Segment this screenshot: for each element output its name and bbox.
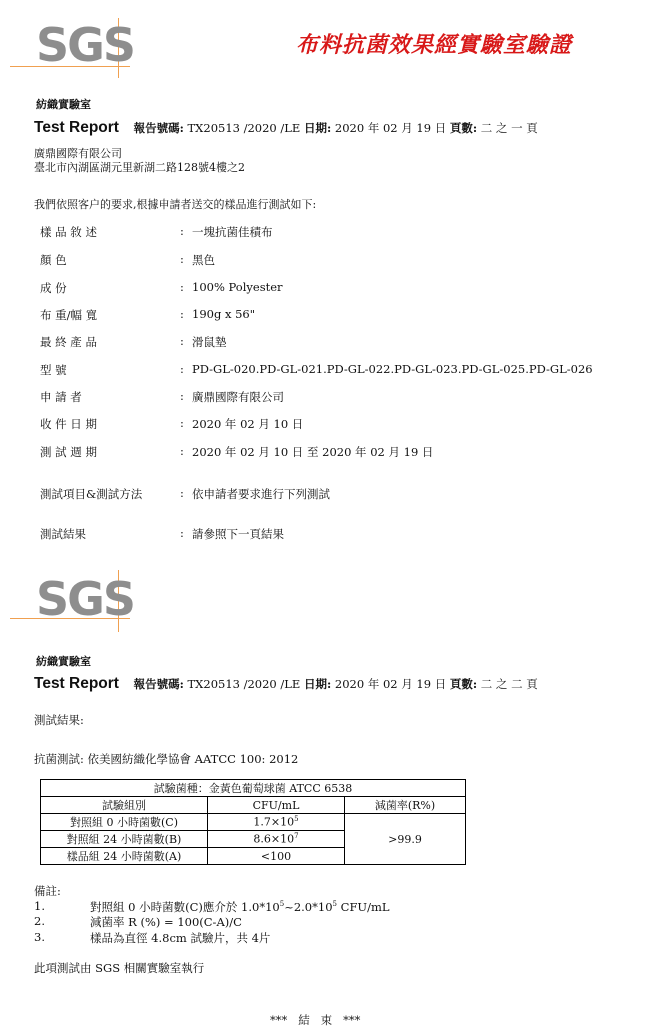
note-item — [34, 899, 390, 914]
date-label: 日期: — [303, 677, 332, 691]
report-no-label: 報告號碼: — [133, 121, 184, 135]
sgs-logo-2 — [10, 570, 135, 632]
field-value: 2020 年 02 月 10 日 至 2020 年 02 月 19 日 — [192, 445, 434, 459]
field-label: 測 試 週 期 — [40, 445, 97, 459]
report-date: 2020 年 02 月 19 日 — [334, 121, 447, 135]
sgs-logo-1 — [10, 18, 135, 78]
document-title: 布料抗菌效果經實驗室驗證 — [296, 33, 573, 58]
field-label: 顏 色 — [40, 253, 67, 267]
field-value: 請參照下一頁結果 — [192, 527, 284, 541]
reduction-cell: >99.9 — [345, 814, 466, 865]
note-text-b: ~2.0*10 — [284, 900, 333, 914]
cfu-value: <100 — [260, 849, 292, 863]
field-row — [40, 224, 273, 240]
page-value: 二 之 二 頁 — [480, 677, 538, 691]
sgs-logo-text: SGS — [36, 18, 135, 72]
field-label: 申 請 者 — [40, 390, 82, 404]
field-colon: : — [180, 362, 184, 376]
field-value: 黑色 — [192, 253, 215, 267]
report-header-1 — [34, 119, 538, 137]
test-method: 抗菌測試: 依美國紡織化學協會 AATCC 100: 2012 — [34, 752, 299, 766]
field-label: 樣 品 敘 述 — [40, 225, 97, 239]
cfu-value: 8.6×10 — [253, 832, 295, 846]
lab-name: 紡織實驗室 — [36, 98, 91, 111]
field-value: 2020 年 02 月 10 日 — [192, 417, 304, 431]
date-label: 日期: — [303, 121, 332, 135]
cfu-cell — [208, 814, 345, 831]
note-number: 2. — [34, 914, 45, 928]
note-number: 3. — [34, 930, 45, 944]
field-label: 最 終 產 品 — [40, 335, 97, 349]
company-address: 臺北市內湖區湖元里新湖二路128號4樓之2 — [34, 161, 245, 174]
executed-by: 此項測試由 SGS 相關實驗室執行 — [34, 961, 205, 975]
cfu-value: 1.7×10 — [253, 815, 295, 829]
report-header-2 — [34, 675, 538, 693]
lab-name: 紡織實驗室 — [36, 655, 91, 668]
table-row — [41, 814, 466, 831]
field-row — [40, 526, 284, 542]
field-colon: : — [180, 307, 184, 321]
report-date: 2020 年 02 月 19 日 — [334, 677, 447, 691]
field-value: 滑鼠墊 — [192, 335, 227, 349]
group-cell: 對照組 0 小時菌數(C) — [41, 814, 208, 831]
field-colon: : — [180, 416, 184, 430]
cfu-exponent: 7 — [294, 832, 299, 841]
note-exponent: 5 — [279, 900, 285, 909]
cfu-cell — [208, 848, 345, 865]
field-colon: : — [180, 224, 184, 238]
field-row — [40, 307, 256, 323]
report-no-label: 報告號碼: — [133, 677, 184, 691]
cfu-exponent: 5 — [294, 815, 299, 824]
field-value: 廣鼎國際有限公司 — [192, 390, 284, 404]
field-colon: : — [180, 526, 184, 540]
page-label: 頁數: — [449, 121, 478, 135]
field-row — [40, 416, 304, 432]
note-number: 1. — [34, 899, 45, 913]
field-row — [40, 280, 283, 296]
note-item — [34, 930, 271, 945]
company-name: 廣鼎國際有限公司 — [34, 147, 122, 160]
note-exponent: 5 — [332, 900, 337, 909]
field-value: PD-GL-020.PD-GL-021.PD-GL-022.PD-GL-023.PD-GL-025.PD-GL-026 — [192, 362, 593, 376]
group-cell: 對照組 24 小時菌數(B) — [41, 831, 208, 848]
field-row — [40, 486, 330, 502]
results-table — [40, 779, 466, 865]
field-label: 測試項目&測試方法 — [40, 487, 143, 501]
note-text-a: 對照組 0 小時菌數(C)應介於 1.0*10 — [90, 900, 280, 914]
table-header: 減菌率(R%) — [345, 797, 466, 814]
field-row — [40, 389, 284, 405]
field-value: 190g x 56" — [192, 307, 256, 321]
results-label: 測試結果: — [34, 713, 84, 727]
field-label: 型 號 — [40, 363, 67, 377]
report-no: TX20513 /2020 /LE — [187, 677, 301, 691]
field-label: 布 重/幅 寬 — [40, 308, 98, 322]
end-mark: *** 結 束 *** — [270, 1013, 361, 1027]
field-row — [40, 334, 227, 350]
note-item — [34, 914, 242, 929]
field-row — [40, 444, 434, 460]
table-title: 試驗菌種：金黃色葡萄球菌 ATCC 6538 — [41, 780, 466, 797]
field-row — [40, 362, 593, 378]
notes-label: 備註: — [34, 884, 61, 898]
table-header: 試驗組別 — [41, 797, 208, 814]
intro-text: 我們依照客户的要求,根據申請者送交的樣品進行測試如下: — [34, 198, 317, 211]
field-label: 收 件 日 期 — [40, 417, 97, 431]
field-colon: : — [180, 486, 184, 500]
report-no: TX20513 /2020 /LE — [187, 121, 301, 135]
field-value: 依申請者要求進行下列測試 — [192, 487, 330, 501]
test-report-heading: Test Report — [34, 119, 119, 136]
cfu-cell — [208, 831, 345, 848]
note-text: 樣品為直徑 4.8cm 試驗片，共 4片 — [90, 931, 271, 945]
page-value: 二 之 一 頁 — [480, 121, 538, 135]
field-colon: : — [180, 444, 184, 458]
page-label: 頁數: — [449, 677, 478, 691]
field-label: 測試結果 — [40, 527, 86, 541]
test-report-heading: Test Report — [34, 675, 119, 692]
field-colon: : — [180, 280, 184, 294]
field-row — [40, 252, 215, 268]
note-text — [90, 899, 390, 915]
field-colon: : — [180, 334, 184, 348]
group-cell: 樣品組 24 小時菌數(A) — [41, 848, 208, 865]
note-text: 減菌率 R (%) = 100(C-A)/C — [90, 915, 242, 929]
field-value: 100% Polyester — [192, 280, 283, 294]
table-header: CFU/mL — [208, 797, 345, 814]
note-text-c: CFU/mL — [336, 900, 390, 914]
sgs-logo-text: SGS — [36, 572, 135, 626]
field-label: 成 份 — [40, 281, 67, 295]
field-colon: : — [180, 252, 184, 266]
field-colon: : — [180, 389, 184, 403]
field-value: 一塊抗菌佳積布 — [192, 225, 273, 239]
